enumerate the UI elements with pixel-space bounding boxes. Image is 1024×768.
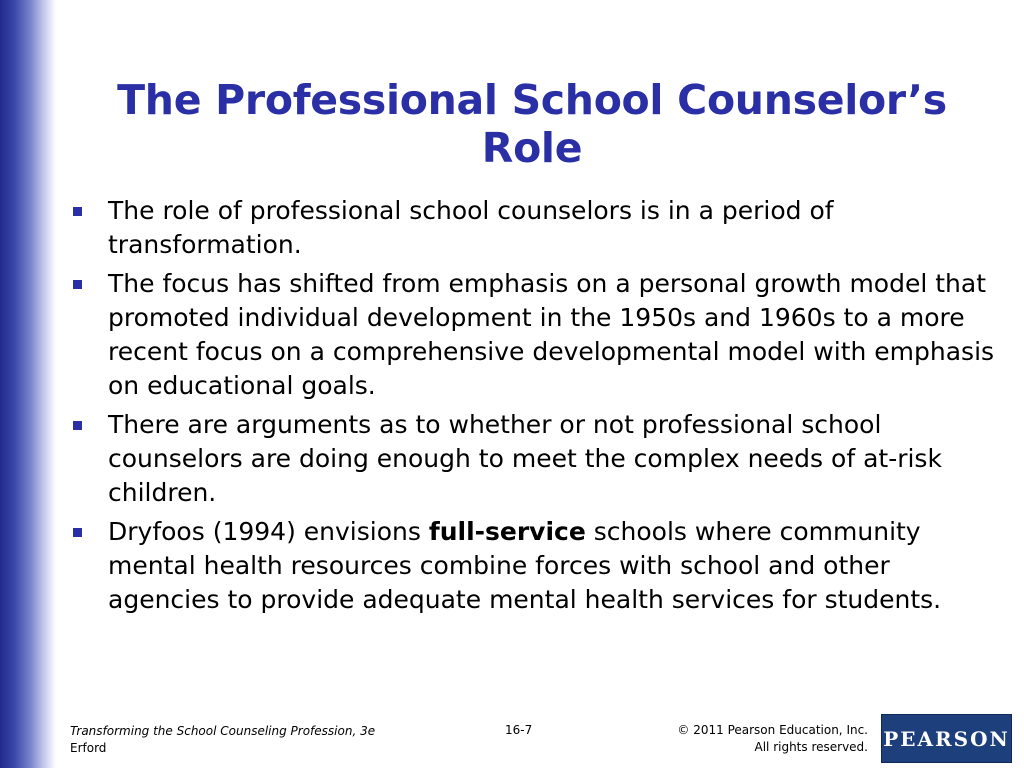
bullet-item: [70, 408, 1000, 510]
bullet-text: The focus has shifted from emphasis on a personal growth model that promoted individual development in the 1950s and 1960s to a more recent focus on a comprehensive developmental model with emphasis on educational goals.: [108, 269, 995, 400]
bullet-item: [70, 515, 1000, 617]
bullet-list: [70, 194, 1000, 622]
rights-line: All rights reserved.: [754, 740, 868, 754]
footer-book-info: [70, 723, 375, 757]
decorative-side-band: [0, 0, 56, 768]
logo-text: PEARSON: [883, 726, 1010, 751]
bold-term: full-service: [428, 517, 586, 546]
bullet-text: The role of professional school counselors is in a period of transformation.: [108, 196, 834, 259]
footer-author: Erford: [70, 741, 107, 755]
bullet-item: [70, 194, 1000, 262]
bullet-text-before: Dryfoos (1994) envisions: [108, 517, 429, 546]
page-number: 16-7: [505, 723, 533, 737]
bullet-item: [70, 267, 1000, 403]
square-bullet-icon: [73, 207, 82, 216]
square-bullet-icon: [73, 280, 82, 289]
square-bullet-icon: [73, 421, 82, 430]
bullet-text: There are arguments as to whether or not professional school counselors are doing enough to meet the complex needs of at-risk children.: [108, 410, 942, 507]
footer-book-title: Transforming the School Counseling Profession, 3e: [70, 724, 376, 738]
footer-copyright: [677, 722, 868, 756]
pearson-logo: [881, 714, 1012, 763]
copyright-line: © 2011 Pearson Education, Inc.: [677, 723, 868, 737]
square-bullet-icon: [73, 528, 82, 537]
slide-title: The Professional School Counselor’s Role: [117, 76, 947, 173]
bullet-text-after: schools where community mental health resources combine forces with school and other agencies to provide adequate mental health services for students.: [108, 517, 942, 614]
